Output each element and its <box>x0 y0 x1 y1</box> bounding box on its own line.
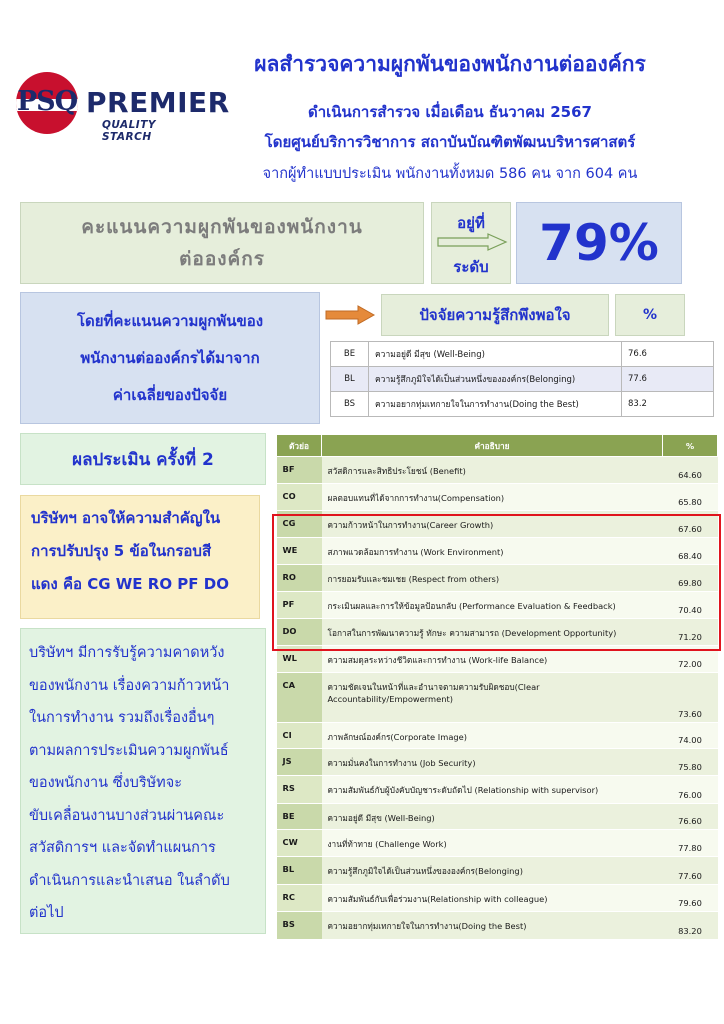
row-value: 68.40 <box>663 538 718 565</box>
respondent-count: จากผู้ทำแบบประเมิน พนักงานทั้งหมด 586 คน จาก 604 คน <box>262 166 638 182</box>
factor-value: 76.6 <box>622 342 714 367</box>
row-value: 72.00 <box>663 646 718 673</box>
col-header-code: ตัวย่อ <box>277 435 322 457</box>
row-code: CI <box>277 723 322 749</box>
row-code: CW <box>277 830 322 857</box>
action-line: ต่อไป <box>29 905 64 921</box>
row-value: 74.00 <box>663 723 718 749</box>
action-line: ตามผลการประเมินความผูกพันธ์ <box>29 742 229 759</box>
row-code: RS <box>277 776 322 804</box>
table-row <box>277 912 718 940</box>
row-code: RC <box>277 885 322 912</box>
priority-line3: แดง คือ CG WE RO PF DO <box>31 575 229 593</box>
row-desc: ความอยากทุ่มเทกายใจในการทำงาน(Doing the Best) <box>322 912 663 940</box>
survey-date: ดำเนินการสำรวจ เมื่อเดือน ธันวาคม 2567 <box>308 103 592 121</box>
arrow-right-icon <box>436 233 508 251</box>
row-value: 79.60 <box>663 885 718 912</box>
row-value: 64.60 <box>663 457 718 484</box>
row-value: 76.60 <box>663 804 718 830</box>
table-row <box>277 457 718 484</box>
logo-name: PREMIER <box>86 86 230 119</box>
row-value: 67.60 <box>663 511 718 538</box>
row-value: 65.80 <box>663 484 718 511</box>
row-code: BL <box>277 857 322 885</box>
row-code: BF <box>277 457 322 484</box>
arrow-right-icon <box>324 304 376 326</box>
factor-code: BE <box>331 342 369 367</box>
level-bottom-text: ระดับ <box>453 258 489 276</box>
action-line: ดำเนินการและนำเสนอ ในลำดับ <box>29 872 230 889</box>
row-code: RO <box>277 565 322 592</box>
row-value: 75.80 <box>663 749 718 776</box>
factor-desc: ความอยากทุ่มเทกายใจในการทำงาน(Doing the Best) <box>369 392 622 417</box>
row-code: PF <box>277 592 322 619</box>
row-code: CG <box>277 511 322 538</box>
row-desc: ความสมดุลระหว่างชีวิตและการทำงาน (Work-life Balance) <box>322 646 663 673</box>
col-header-pct: % <box>663 435 718 457</box>
row-desc: สวัสดิการและสิทธิประโยชน์ (Benefit) <box>322 457 663 484</box>
row-value: 83.20 <box>663 912 718 940</box>
derivation-line2: พนักงานต่อองค์กรได้มาจาก <box>80 348 260 367</box>
row-value: 77.80 <box>663 830 718 857</box>
row-desc: ความชัดเจนในหน้าที่และอำนาจตามความรับผิดชอบ(Clear Accountability/Empowerment) <box>322 673 663 723</box>
level-top-text: อยู่ที่ <box>457 214 485 232</box>
row-desc: ความสัมพันธ์กับผู้บังคับบัญชาระดับถัดไป (Relationship with supervisor) <box>322 776 663 804</box>
derivation-line1: โดยที่คะแนนความผูกพันของ <box>76 311 264 330</box>
logo-subtitle: QUALITY STARCH <box>102 119 156 143</box>
factor-value: 83.2 <box>622 392 714 417</box>
factor-score-table <box>276 434 718 940</box>
action-line: ในการทำงาน รวมถึงเรื่องอื่นๆ <box>29 710 215 726</box>
table-row <box>277 749 718 776</box>
row-value: 76.00 <box>663 776 718 804</box>
score-label-line2: ต่อองค์กร <box>179 248 265 270</box>
factor-header: ปัจจัยความรู้สึกพึงพอใจ <box>381 294 609 336</box>
engagement-score-value: 79% <box>516 202 682 284</box>
factor-desc: ความอยู่ดี มีสุข (Well-Being) <box>369 342 622 367</box>
row-code: BS <box>277 912 322 940</box>
factor-value: 77.6 <box>622 367 714 392</box>
table-row <box>277 776 718 804</box>
level-box <box>431 202 511 284</box>
row-value: 71.20 <box>663 619 718 646</box>
table-row <box>277 484 718 511</box>
action-line: ขับเคลื่อนงานบางส่วนผ่านคณะ <box>29 807 225 824</box>
row-value: 77.60 <box>663 857 718 885</box>
factor-code: BS <box>331 392 369 417</box>
row-value: 69.80 <box>663 565 718 592</box>
action-note <box>20 628 266 934</box>
row-desc: ความก้าวหน้าในการทำงาน(Career Growth) <box>322 511 663 538</box>
engagement-score-label <box>20 202 424 284</box>
row-desc: งานที่ท้าทาย (Challenge Work) <box>322 830 663 857</box>
table-row <box>277 673 718 723</box>
col-header-desc: คำอธิบาย <box>322 435 663 457</box>
table-row <box>277 830 718 857</box>
row-code: WE <box>277 538 322 565</box>
row-code: WL <box>277 646 322 673</box>
row-desc: ภาพลักษณ์องค์กร(Corporate Image) <box>322 723 663 749</box>
action-line: บริษัทฯ มีการรับรู้ความคาดหวัง <box>29 645 225 661</box>
row-code: BE <box>277 804 322 830</box>
row-code: CO <box>277 484 322 511</box>
priority-highlight-frame <box>272 514 721 651</box>
row-desc: ความรู้สึกภูมิใจได้เป็นส่วนหนึ่งขององค์กร(Belonging) <box>322 857 663 885</box>
derivation-note <box>20 292 320 424</box>
action-line: ของพนักงาน ซึ่งบริษัทจะ <box>29 775 183 791</box>
row-desc: ผลตอบแทนที่ได้จากการทำงาน(Compensation) <box>322 484 663 511</box>
table-row <box>277 857 718 885</box>
factor-pct-header: % <box>615 294 685 336</box>
factor-table <box>330 341 714 417</box>
action-line: ของพนักงาน เรื่องความก้าวหน้า <box>29 677 230 694</box>
row-desc: สภาพแวดล้อมการทำงาน (Work Environment) <box>322 538 663 565</box>
row-desc: กระเมินผลและการให้ข้อมูลป้อนกลับ (Performance Evaluation & Feedback) <box>322 592 663 619</box>
row-desc: โอกาสในการพัฒนาความรู้ ทักษะ ความสามารถ (Development Opportunity) <box>322 619 663 646</box>
row-desc: ความมั่นคงในการทำงาน (Job Security) <box>322 749 663 776</box>
row-desc: ความสัมพันธ์กับเพื่อร่วมงาน(Relationship with colleague) <box>322 885 663 912</box>
factor-row <box>331 342 714 367</box>
row-desc: การยอมรับและชมเชย (Respect from others) <box>322 565 663 592</box>
action-line: สวัสดิการฯ และจัดทำแผนการ <box>29 840 216 856</box>
table-row <box>277 723 718 749</box>
row-value: 70.40 <box>663 592 718 619</box>
evaluation-round: ผลประเมิน ครั้งที่ 2 <box>20 433 266 485</box>
factor-code: BL <box>331 367 369 392</box>
row-desc: ความอยู่ดี มีสุข (Well-Being) <box>322 804 663 830</box>
survey-provider: โดยศูนย์บริการวิชาการ สถาบันบัณฑิตพัฒนบริหารศาสตร์ <box>264 133 636 151</box>
factor-row <box>331 392 714 417</box>
priority-note <box>20 495 260 619</box>
page-title: ผลสำรวจความผูกพันของพนักงานต่อองค์กร <box>254 52 646 76</box>
company-logo <box>16 72 230 143</box>
row-code: JS <box>277 749 322 776</box>
score-label-line1: คะแนนความผูกพันของพนักงาน <box>81 216 363 238</box>
row-code: CA <box>277 673 322 723</box>
table-header-row <box>277 435 718 457</box>
row-value: 73.60 <box>663 673 718 723</box>
table-row <box>277 885 718 912</box>
priority-line2: การปรับปรุง 5 ข้อในกรอบสี <box>31 542 212 560</box>
logo-letters: PSQ <box>16 86 78 117</box>
row-code: DO <box>277 619 322 646</box>
derivation-line3: ค่าเฉลี่ยของปัจจัย <box>112 385 228 404</box>
logo-emblem <box>16 72 78 134</box>
table-row <box>277 804 718 830</box>
factor-row <box>331 367 714 392</box>
priority-line1: บริษัทฯ อาจให้ความสำคัญใน <box>31 509 221 527</box>
factor-desc: ความรู้สึกภูมิใจได้เป็นส่วนหนึ่งขององค์กร(Belonging) <box>369 367 622 392</box>
